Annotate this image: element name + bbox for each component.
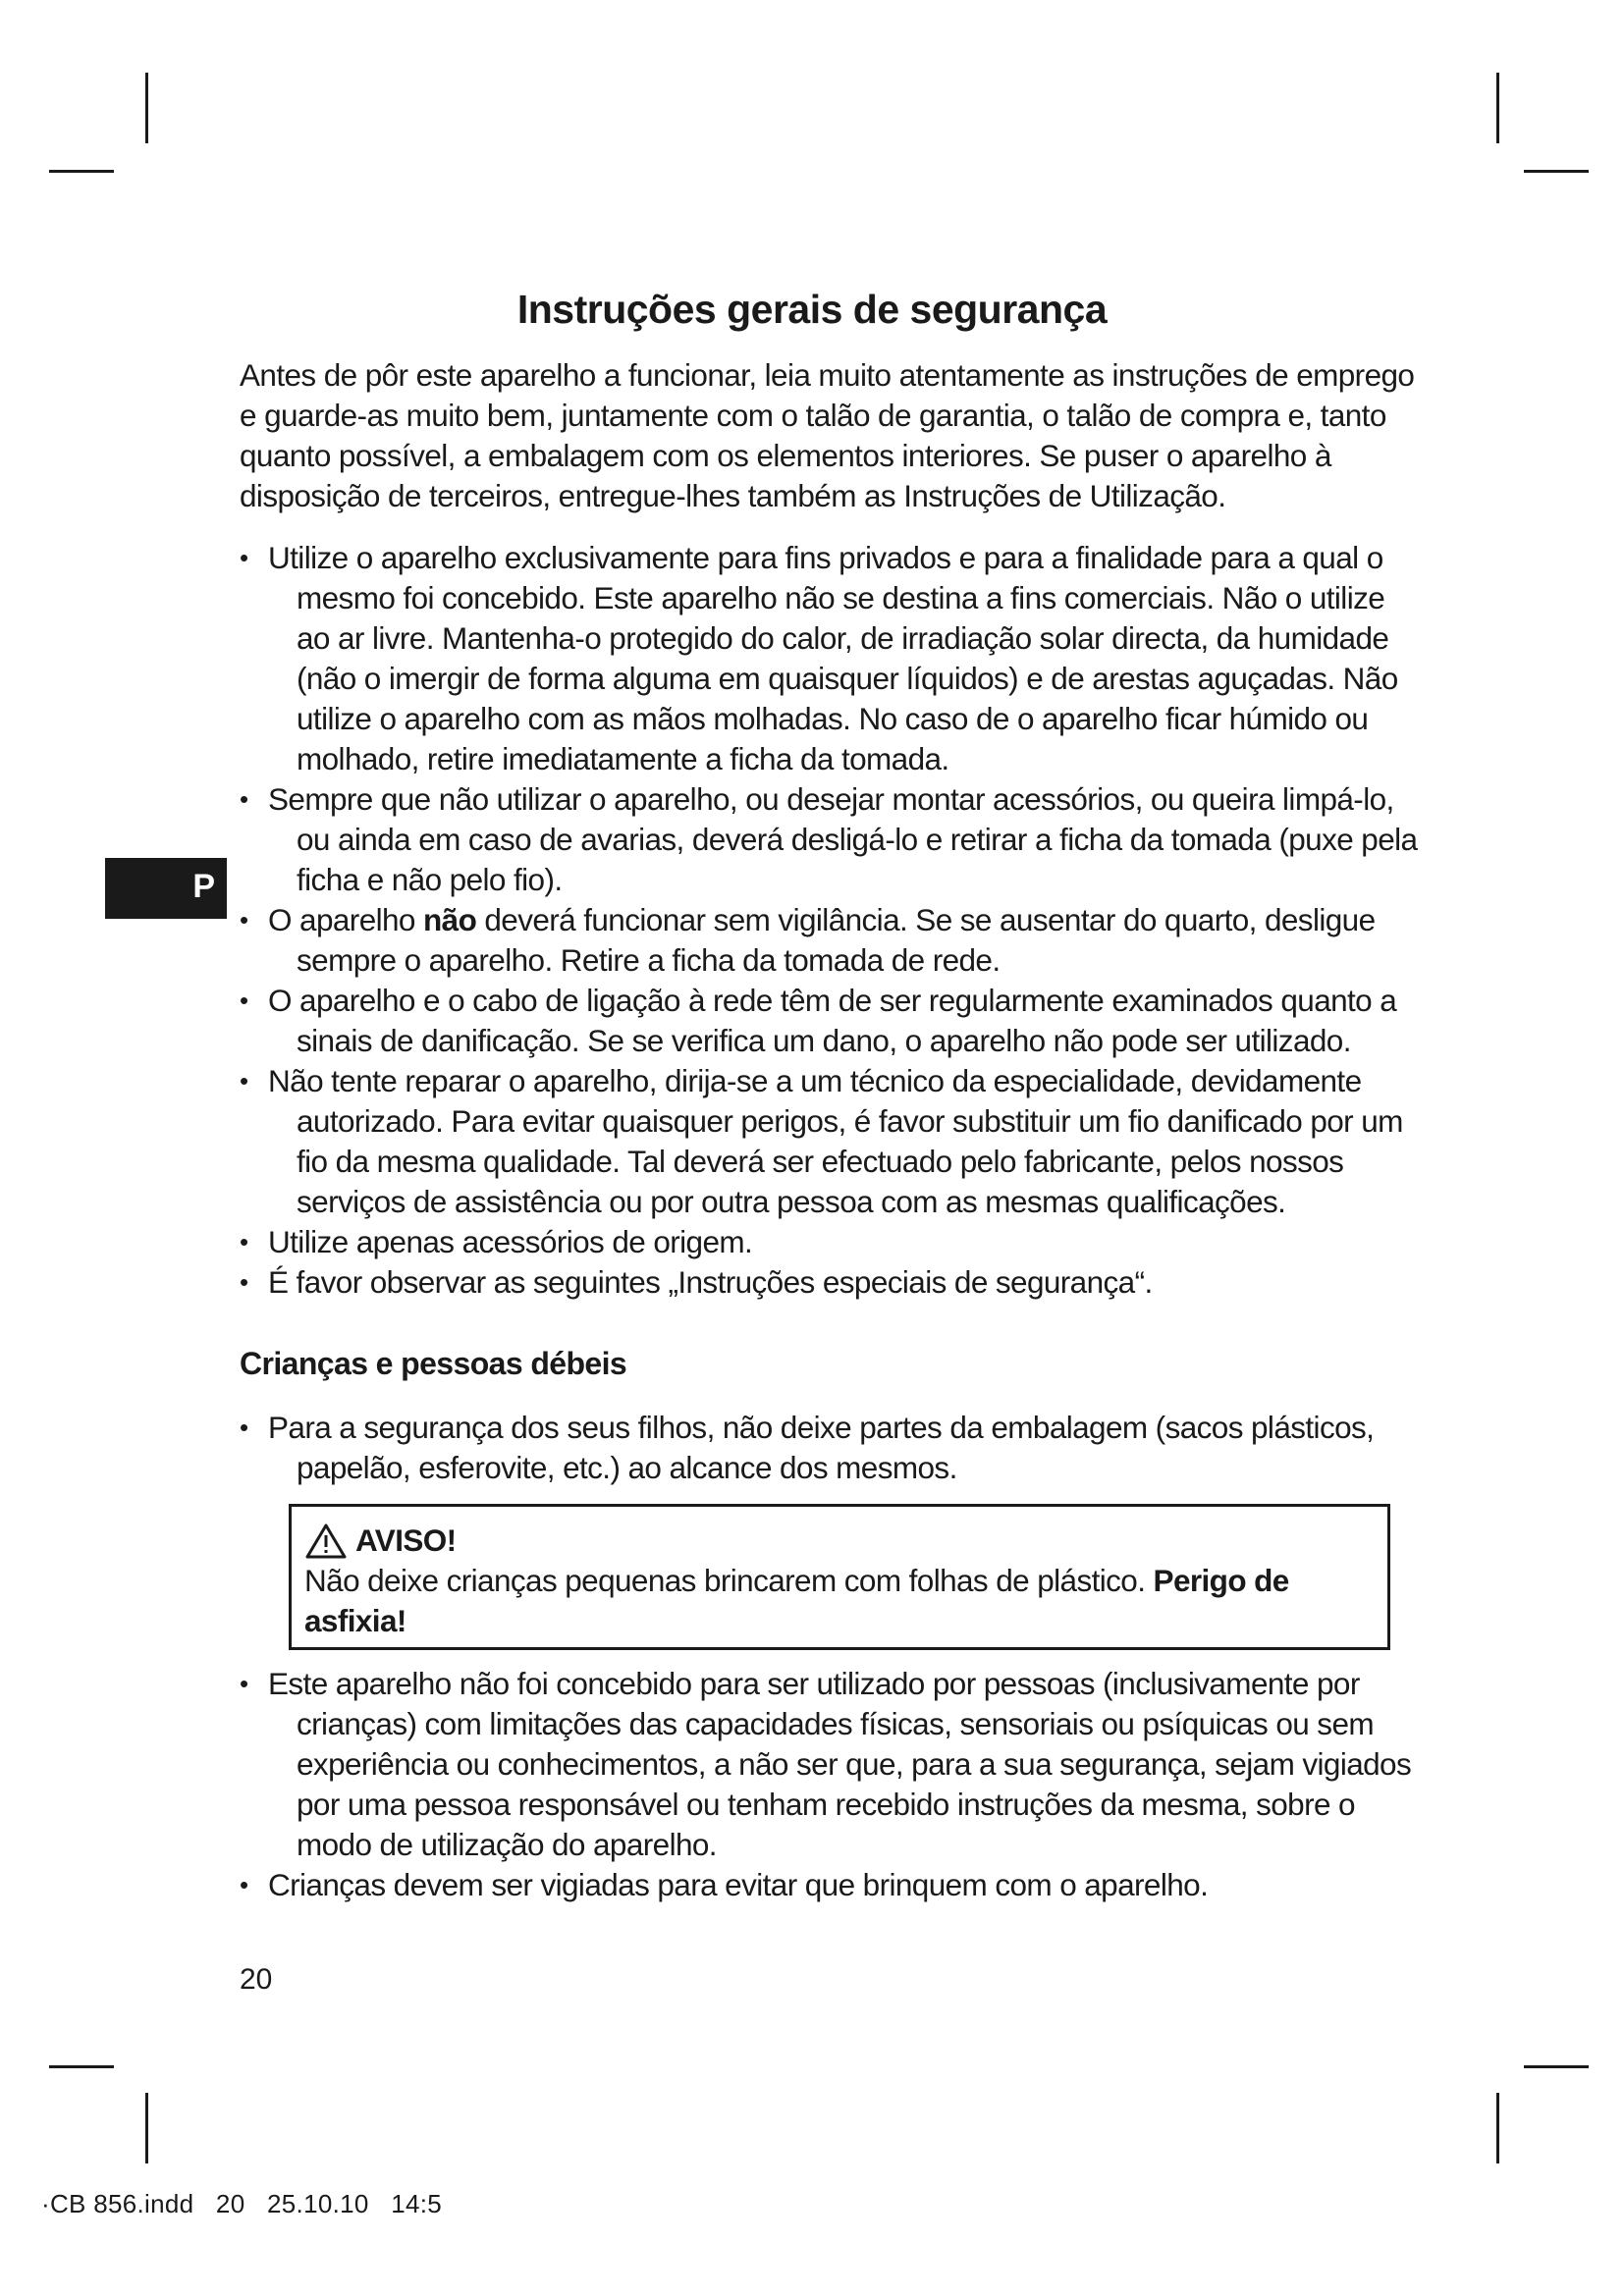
page-number: 20: [240, 1963, 273, 1996]
list-item-emphasis: não: [423, 902, 477, 937]
list-item-text: deverá funcionar sem vigilância. Se se ausentar do quarto, desligue sempre o aparelho. Retire a ficha da tomada de rede.: [297, 902, 1376, 978]
warning-label: AVISO!: [355, 1522, 457, 1558]
warning-body: Não deixe crianças pequenas brincarem com folhas de plástico.: [304, 1563, 1154, 1598]
list-item: • Utilize o aparelho exclusivamente para fins privados e para a finalidade para a qual o mesmo foi concebido. Este aparelho não se destina a fins comerciais. Não o utilize ao ar livre. Mantenha-o protegido do calor, de irradiação solar directa, da humidade (não o imergir de forma alguma em quaisquer líquidos) e de arestas aguçadas. Não utilize o aparelho com as mãos molhadas. No caso de o aparelho ficar húmido ou molhado, retire imediatamente a ficha da tomada.: [240, 538, 1418, 779]
children-safety-list: [240, 1408, 1418, 1488]
warning-header: [304, 1521, 1376, 1561]
list-item-text: O aparelho: [268, 902, 424, 937]
general-safety-list: [240, 538, 1418, 1303]
warning-text: [304, 1561, 1376, 1641]
list-item: • Sempre que não utilizar o aparelho, ou desejar montar acessórios, ou queira limpá-lo, ou ainda em caso de avarias, deverá desligá-lo e retirar a ficha da tomada (puxe pela ficha e não pelo fio).: [240, 779, 1418, 900]
section-heading-children: Crianças e pessoas débeis: [240, 1346, 627, 1381]
language-tab-label: P: [192, 868, 215, 905]
warning-box: [289, 1504, 1390, 1650]
list-item: • É favor observar as seguintes „Instruções especiais de segurança“.: [240, 1262, 1418, 1303]
crop-mark-top-left-horizontal: [49, 170, 114, 173]
crop-mark-top-right-vertical: [1496, 73, 1499, 143]
crop-mark-top-right-horizontal: [1524, 170, 1589, 173]
children-safety-list-continued: [240, 1664, 1418, 1905]
list-item: • Não tente reparar o aparelho, dirija-se a um técnico da especialidade, devidamente autorizado. Para evitar quaisquer perigos, é favor substituir um fio danificado por um fio da mesma qualidade. Tal deverá ser efectuado pelo fabricante, pelos nossos serviços de assistência ou por outra pessoa com as mesmas qualificações.: [240, 1061, 1418, 1222]
crop-mark-bottom-right-horizontal: [1524, 2065, 1589, 2068]
crop-mark-bottom-right-vertical: [1496, 2093, 1499, 2163]
intro-paragraph: Antes de pôr este aparelho a funcionar, leia muito atentamente as instruções de emprego e guarde-as muito bem, juntamente com o talão de garantia, o talão de compra e, tanto quanto possível, a embalagem com os elementos interiores. Se puser o aparelho à disposição de terceiros, entregue-lhes também as Instruções de Utilização.: [240, 357, 1415, 513]
list-item: • Para a segurança dos seus filhos, não deixe partes da embalagem (sacos plásticos, papelão, esferovite, etc.) ao alcance dos mesmos.: [240, 1408, 1418, 1488]
print-footer: ·CB 856.indd 20 25.10.10 14:5: [41, 2189, 443, 2218]
warning-triangle-icon: [304, 1522, 348, 1560]
main-content: [240, 355, 1418, 1905]
list-item: • Utilize apenas acessórios de origem.: [240, 1222, 1418, 1262]
list-item: • Este aparelho não foi concebido para ser utilizado por pessoas (inclusivamente por crianças) com limitações das capacidades físicas, sensoriais ou psíquicas ou sem experiência ou conhecimentos, a não ser que, para a sua segurança, sejam vigiados por uma pessoa responsável ou tenham recebido instruções da mesma, sobre o modo de utilização do aparelho.: [240, 1664, 1418, 1865]
list-item: • O aparelho e o cabo de ligação à rede têm de ser regularmente examinados quanto a sinais de danificação. Se se verifica um dano, o aparelho não pode ser utilizado.: [240, 981, 1418, 1061]
page-title: Instruções gerais de segurança: [516, 287, 1108, 332]
warning-emphasis: Perigo de asfixia!: [304, 1563, 1289, 1638]
list-item: • Crianças devem ser vigiadas para evitar que brinquem com o aparelho.: [240, 1865, 1418, 1905]
crop-mark-bottom-left-horizontal: [49, 2065, 114, 2068]
language-tab: [105, 858, 227, 919]
list-item: [240, 900, 1418, 981]
crop-mark-bottom-left-vertical: [145, 2093, 148, 2163]
crop-mark-top-left-vertical: [145, 73, 148, 143]
